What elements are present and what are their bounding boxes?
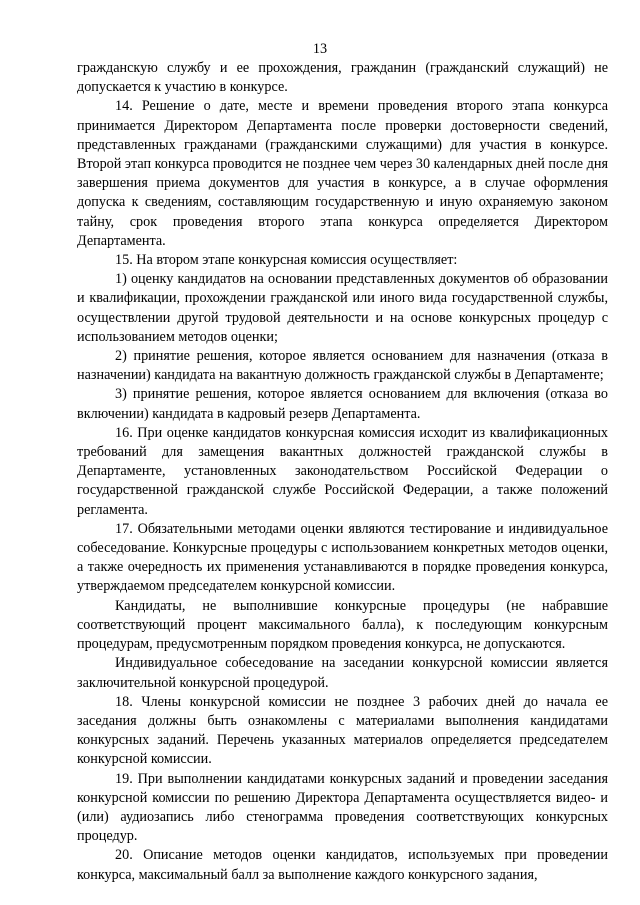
page-number: 13 [312, 41, 328, 57]
paragraph-13: 20. Описание методов оценки кандидатов, используемых при проведении конкурса, максимальный балл за выполнение каждого конкурсного задания, [77, 847, 608, 883]
paragraph-12: 19. При выполнении кандидатами конкурсных заданий и проведении заседания конкурсной комиссии по решению Директора Департамента осуществляется видео- и (или) аудиозапись либо стенограмма проведения соответствующих конкурсных процедур. [77, 770, 608, 845]
paragraph-4: 1) оценку кандидатов на основании представленных документов об образовании и квалификации, прохождении гражданской или иного вида государственной службы, осуществлении другой трудовой деятельности и на основе конкурсных процедур с использованием методов оценки; [77, 271, 608, 345]
body-text [77, 59, 608, 885]
paragraph-8: 17. Обязательными методами оценки являются тестирование и индивидуальное собеседование. Конкурсные процедуры с использованием конкретных методов оценки, а также очередность их применения устанавливаются в порядке проведения конкурса, утверждаемом председателем конкурсной комиссии. [77, 520, 608, 595]
paragraph-11: 18. Члены конкурсной комиссии не позднее 3 рабочих дней до начала ее заседания должны быть ознакомлены с материалами выполнения кандидатами конкурсных заданий. Перечень указанных материалов определяется председателем конкурсной комиссии. [77, 693, 608, 768]
paragraph-5: 2) принятие решения, которое является основанием для назначения (отказа в назначении) кандидата на вакантную должность гражданской службы в Департаменте; [77, 348, 608, 384]
paragraph-1: гражданскую службу и ее прохождения, гражданин (гражданский служащий) не допускается к участию в конкурсе. [77, 60, 608, 96]
paragraph-6: 3) принятие решения, которое является основанием для включения (отказа во включении) кандидата в кадровый резерв Департамента. [77, 386, 608, 422]
paragraph-7: 16. При оценке кандидатов конкурсная комиссия исходит из квалификационных требований для замещения вакантных должностей гражданской службы в Департаменте, установленных законодательством Российской Федерации о государственной гражданской службе Российской Федерации, а также положений регламента. [77, 424, 608, 518]
paragraph-3: 15. На втором этапе конкурсная комиссия осуществляет: [115, 252, 458, 269]
paragraph-2: 14. Решение о дате, месте и времени проведения второго этапа конкурса принимается Директором Департамента после проверки достоверности сведений, представленных гражданами (гражданскими служащими) для участия в конкурсе. Второй этап конкурса проводится не позднее чем через 30 календарных дней после дня завершения приема документов для участия в конкурсе, а в случае оформления допуска к сведениям, составляющим государственную и иную охраняемую законом тайну, срок проведения второго этапа конкурса определяется Директором Департамента. [77, 98, 608, 249]
paragraph-10: Индивидуальное собеседование на заседании конкурсной комиссии является заключительной конкурсной процедурой. [77, 655, 608, 691]
paragraph-9: Кандидаты, не выполнившие конкурсные процедуры (не набравшие соответствующий процент максимального балла), к последующим конкурсным процедурам, предусмотренным порядком проведения конкурса, не допускаются. [77, 597, 608, 653]
